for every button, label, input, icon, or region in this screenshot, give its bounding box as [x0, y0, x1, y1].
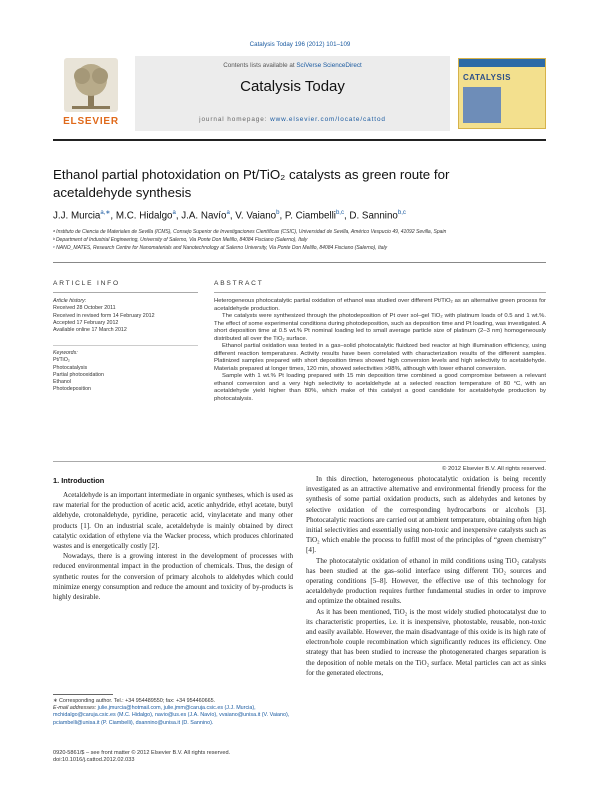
author-list: J.J. Murcia$^{a,∗}$, M.C. Hidalgo$^a$, J.A. Navío$^a$, V. Vaiano$^b$, P. Ciambelli$^{b,c}$, D. Sannino$^{b,c}$: [53, 210, 406, 222]
corresponding-author: ∗ Corresponding author. Tel.: +34 954489550; fax: +34 954460665.: [53, 698, 216, 704]
author-affil-marker[interactable]: a: [226, 210, 230, 216]
article-title: [53, 166, 543, 202]
author-name[interactable]: D. Sannino: [349, 210, 398, 222]
issn-doi-block: [53, 750, 353, 765]
affiliation-b: ᵇ Department of Industrial Engineering, University of Salerno, Via Ponte Don Melillo, 84084 Fisciano (Salerno), Italy: [53, 237, 308, 243]
journal-homepage: [135, 116, 450, 123]
masthead-center: [135, 56, 450, 131]
body-paragraph: Nowadays, there is a growing interest in the development of processes with reduced environmental impact in the production of chemicals. Thus, the design of synthetic routes for the conversion of primary alcohols to aldehydes which could minimize energy consumption and reduce the amount and toxicity of by-products is highly desirable.: [53, 552, 293, 602]
article-info-heading: ARTICLE INFO: [53, 280, 120, 287]
keyword: Photocatalysis: [53, 364, 88, 371]
abstract-heading: ABSTRACT: [214, 280, 264, 287]
cover-title: CATALYSIS: [463, 73, 511, 82]
footnote-rule: [53, 694, 113, 695]
author-affil-marker[interactable]: a,∗: [100, 210, 111, 216]
publisher-wordmark: ELSEVIER: [63, 116, 119, 127]
journal-masthead: [53, 56, 546, 131]
contents-prefix: Contents lists available at: [223, 62, 297, 69]
keywords-block: [53, 350, 198, 394]
author-name[interactable]: P. Ciambelli: [284, 210, 336, 222]
affiliation-a: ᵃ Instituto de Ciencia de Materiales de Sevilla (ICMS), Consejo Superior de Investigaciones Científicas (CSIC), Universidad de Sevilla, Américo Vespucio 49, 41092 Sevilla, Spain: [53, 229, 447, 235]
corresponding-author-footnote: [53, 698, 293, 727]
body-column-right: [306, 474, 546, 678]
affiliation-c: ᶜ NANO_MATES, Research Centre for Nanomaterials and Nanotechnology at Salerno University, Via Ponte Don Melillo, 84084 Fisciano (Salerno), Italy: [53, 245, 388, 251]
body-paragraph: Acetaldehyde is an important intermediate in organic syntheses, which is used as raw material for the production of acetic acid, acetic anhydride, ethyl acetate, butyl aldehyde, crotonaldehyde, pyridine, peracetic acid, vinylacetate and many other products [1]. On an industrial scale, acetaldehyde is mainly obtained by direct catalytic oxidation of ethylene via the Wacker process, which produces chlorinated wastes and is energetically costly [2].: [53, 491, 293, 551]
homepage-prefix: journal homepage:: [199, 116, 271, 123]
cover-image: [463, 87, 501, 123]
author-name[interactable]: J.A. Navío: [181, 210, 227, 222]
abstract-text: [214, 298, 546, 403]
body-paragraph: As it has been mentioned, TiO₂ is the most widely studied photocatalyst due to its characteristic properties, i.e. it is inexpensive, photostable, reusable, non-toxic and easily available. However, the main disadvantage of this oxide is its high rate of electron/hole couple recombination which significantly reduces its efficiency. One strategy that has been studied to increase the photogenerated charges separation is the deposition of noble metals on the TiO₂ surface. Metal particles can act as sinks for the generated electrons,: [306, 607, 546, 677]
article-title-line-2: acetaldehyde synthesis: [53, 185, 192, 200]
author-affil-marker[interactable]: b,c: [397, 210, 406, 216]
abstract-rule: [214, 292, 546, 293]
email-links[interactable]: julie.jmurcia@hotmail.com, julie.jmm@caruja.csic.es (J.J. Murcia), mchidalgo@caruja.csic.es (M.C. Hidalgo), navio@us.es (J.A. Navío), vvaiano@unisa.it (V. Vaiano), pciambelli@unisa.it (P. Ciambelli), dsannino@unisa.it (D. Sannino).: [53, 705, 290, 726]
body-paragraph: The photocatalytic oxidation of ethanol in mild conditions using TiO₂ catalysts has been studied at the gas–solid interface using different TiO₂ sources and operating conditions [5–8]. However, the effective use of this technology for acetaldehyde production requires further fundamental studies in order to improve and optimize the obtained results.: [306, 556, 546, 606]
journal-cover-thumbnail[interactable]: [458, 58, 546, 129]
abstract-paragraph: Sample with 1 wt.% Pt loading prepared with 15 min deposition time combined a good compromise between a relevant ethanol conversion and a very high selectivity to acetaldehyde at a selected reaction temperature of 80 °C, with an acetaldehyde yield higher than 80%, which make of this catalyst a good candidate for acetaldehyde production by photocatalysis.: [214, 373, 546, 402]
keyword: Ethanol: [53, 379, 71, 386]
contents-availability: [135, 62, 450, 69]
history-item: Available online 17 March 2012: [53, 327, 127, 334]
homepage-link[interactable]: www.elsevier.com/locate/cattod: [270, 116, 386, 123]
author-affil-marker[interactable]: b: [276, 210, 280, 216]
keyword: Photodeposition: [53, 386, 91, 393]
issn-line: 0920-5861/$ – see front matter © 2012 Elsevier B.V. All rights reserved.: [53, 750, 231, 756]
keywords-label: Keywords:: [53, 350, 78, 356]
journal-title: Catalysis Today: [240, 78, 345, 95]
keyword: Pt/TiO₂: [53, 357, 70, 364]
author-name[interactable]: J.J. Murcia: [53, 210, 101, 222]
abstract-paragraph: Heterogeneous photocatalytic partial oxidation of ethanol was studied over different Pt/TiO₂ as an alternative green process for acetaldehyde production.: [214, 298, 546, 312]
history-item: Accepted 17 February 2012: [53, 319, 119, 326]
abstract-bottom-rule: [53, 461, 546, 462]
sciencedirect-link[interactable]: SciVerse ScienceDirect: [296, 62, 362, 69]
elsevier-logo: [53, 56, 129, 131]
introduction-heading: 1. Introduction: [53, 476, 105, 485]
abstract-paragraph: The catalysts were synthesized through the photodeposition of Pt over sol–gel TiO₂ with platinum loads of 0.5 and 1 wt.%. The effect of some experimental conditions during photodeposition, such as deposition time and Pt loading, was investigated. A short deposition time at 0.5 wt.% Pt nominal loading led to small average particle size of platinum (2–3 nm) homogeneously distributed all over the TiO₂ surface.: [214, 313, 546, 342]
doi-link[interactable]: doi:10.1016/j.cattod.2012.02.033: [53, 757, 135, 764]
abstract-paragraph: Ethanol partial oxidation was tested in a gas–solid photocatalytic fluidized bed reactor at high illumination efficiency, using different reaction temperatures. Activity results have been correlated with characterization results of the different samples. Platinized samples prepared with short deposition times showed high conversion levels and high selectivity to acetaldehyde. Materials prepared at longer times, 120 min, showed selectivities >98%, although with lower ethanol conversion.: [214, 343, 546, 372]
journal-citation[interactable]: Catalysis Today 196 (2012) 101–109: [249, 41, 351, 48]
author-name[interactable]: V. Vaiano: [235, 210, 277, 222]
history-label: Article history:: [53, 298, 87, 304]
history-item: Received in revised form 14 February 2012: [53, 312, 155, 319]
article-history: [53, 298, 198, 334]
history-item: Received 28 October 2011: [53, 305, 116, 312]
abstract-copyright: © 2012 Elsevier B.V. All rights reserved.: [442, 466, 546, 472]
body-paragraph: In this direction, heterogeneous photocatalytic oxidation is being recently investigated as an attractive alternative and environmental friendly process for the synthesis of some partial oxidation products, such as aldehydes and ketones by selective oxidation of the corresponding hydrocarbons or alcohols [3]. Photocatalytic reactions are carried out at ambient temperature, obtaining often high initial selectivities and essentially using non-toxic and inexpensive catalysts such as TiO₂ which enable the process to fulfill most of the principles of “green chemistry” [4].: [306, 475, 546, 555]
keyword: Partial photooxidation: [53, 371, 104, 378]
masthead-divider: [53, 139, 546, 141]
body-column-left: [53, 490, 293, 602]
author-name[interactable]: M.C. Hidalgo: [115, 210, 173, 222]
elsevier-tree-icon: [64, 58, 118, 112]
email-label: E-mail addresses:: [53, 705, 98, 712]
keywords-rule: [53, 345, 198, 346]
article-title-line-1: Ethanol partial photoxidation on Pt/TiO₂ catalysts as green route for: [53, 167, 450, 182]
article-info-rule: [53, 292, 198, 293]
author-affil-marker[interactable]: a: [172, 210, 176, 216]
author-affil-marker[interactable]: b,c: [335, 210, 344, 216]
cover-band: [459, 59, 545, 67]
email-addresses: [53, 705, 293, 727]
affiliation-divider: [53, 262, 546, 263]
